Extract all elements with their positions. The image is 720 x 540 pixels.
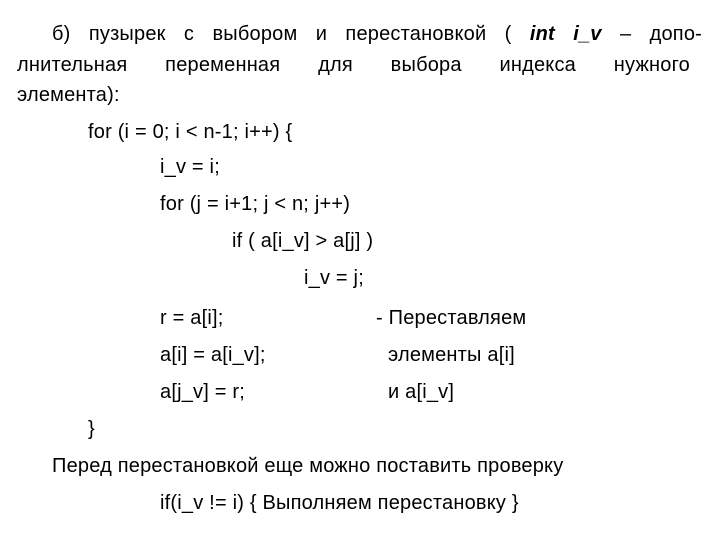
footer-note: Перед перестановкой еще можно поставить проверку	[52, 455, 564, 477]
intro-line-1-text-b: – допо-	[619, 23, 703, 45]
code-swap-2: a[i] = a[i_v];	[160, 344, 266, 366]
footer-check: if(i_v != i) { Выполняем перестановку }	[160, 492, 519, 514]
intro-line-2: лнительная переменная для выбора индекса нужного	[17, 54, 690, 76]
comment-line-3: и a[i_v]	[388, 381, 455, 403]
comment-line-2: элементы a[i]	[388, 344, 515, 366]
code-for-outer: for (i = 0; i < n-1; i++) {	[88, 121, 293, 143]
code-assign-j: i_v = j;	[304, 267, 364, 289]
intro-keyword: int i_v	[529, 23, 602, 45]
code-if-statement: if ( a[i_v] > a[j] )	[232, 230, 374, 252]
code-for-inner: for (j = i+1; j < n; j++)	[160, 193, 351, 215]
intro-line-1-text-a: б) пузырек с выбором и перестановкой (	[52, 23, 512, 45]
intro-line-1	[52, 22, 702, 46]
comment-line-1: - Переставляем	[376, 307, 527, 329]
code-swap-3: a[j_v] = r;	[160, 381, 246, 403]
code-swap-1: r = a[i];	[160, 307, 224, 329]
code-close-brace: }	[88, 418, 95, 440]
code-assign-iv: i_v = i;	[160, 156, 220, 178]
intro-line-3: элемента):	[17, 84, 120, 106]
